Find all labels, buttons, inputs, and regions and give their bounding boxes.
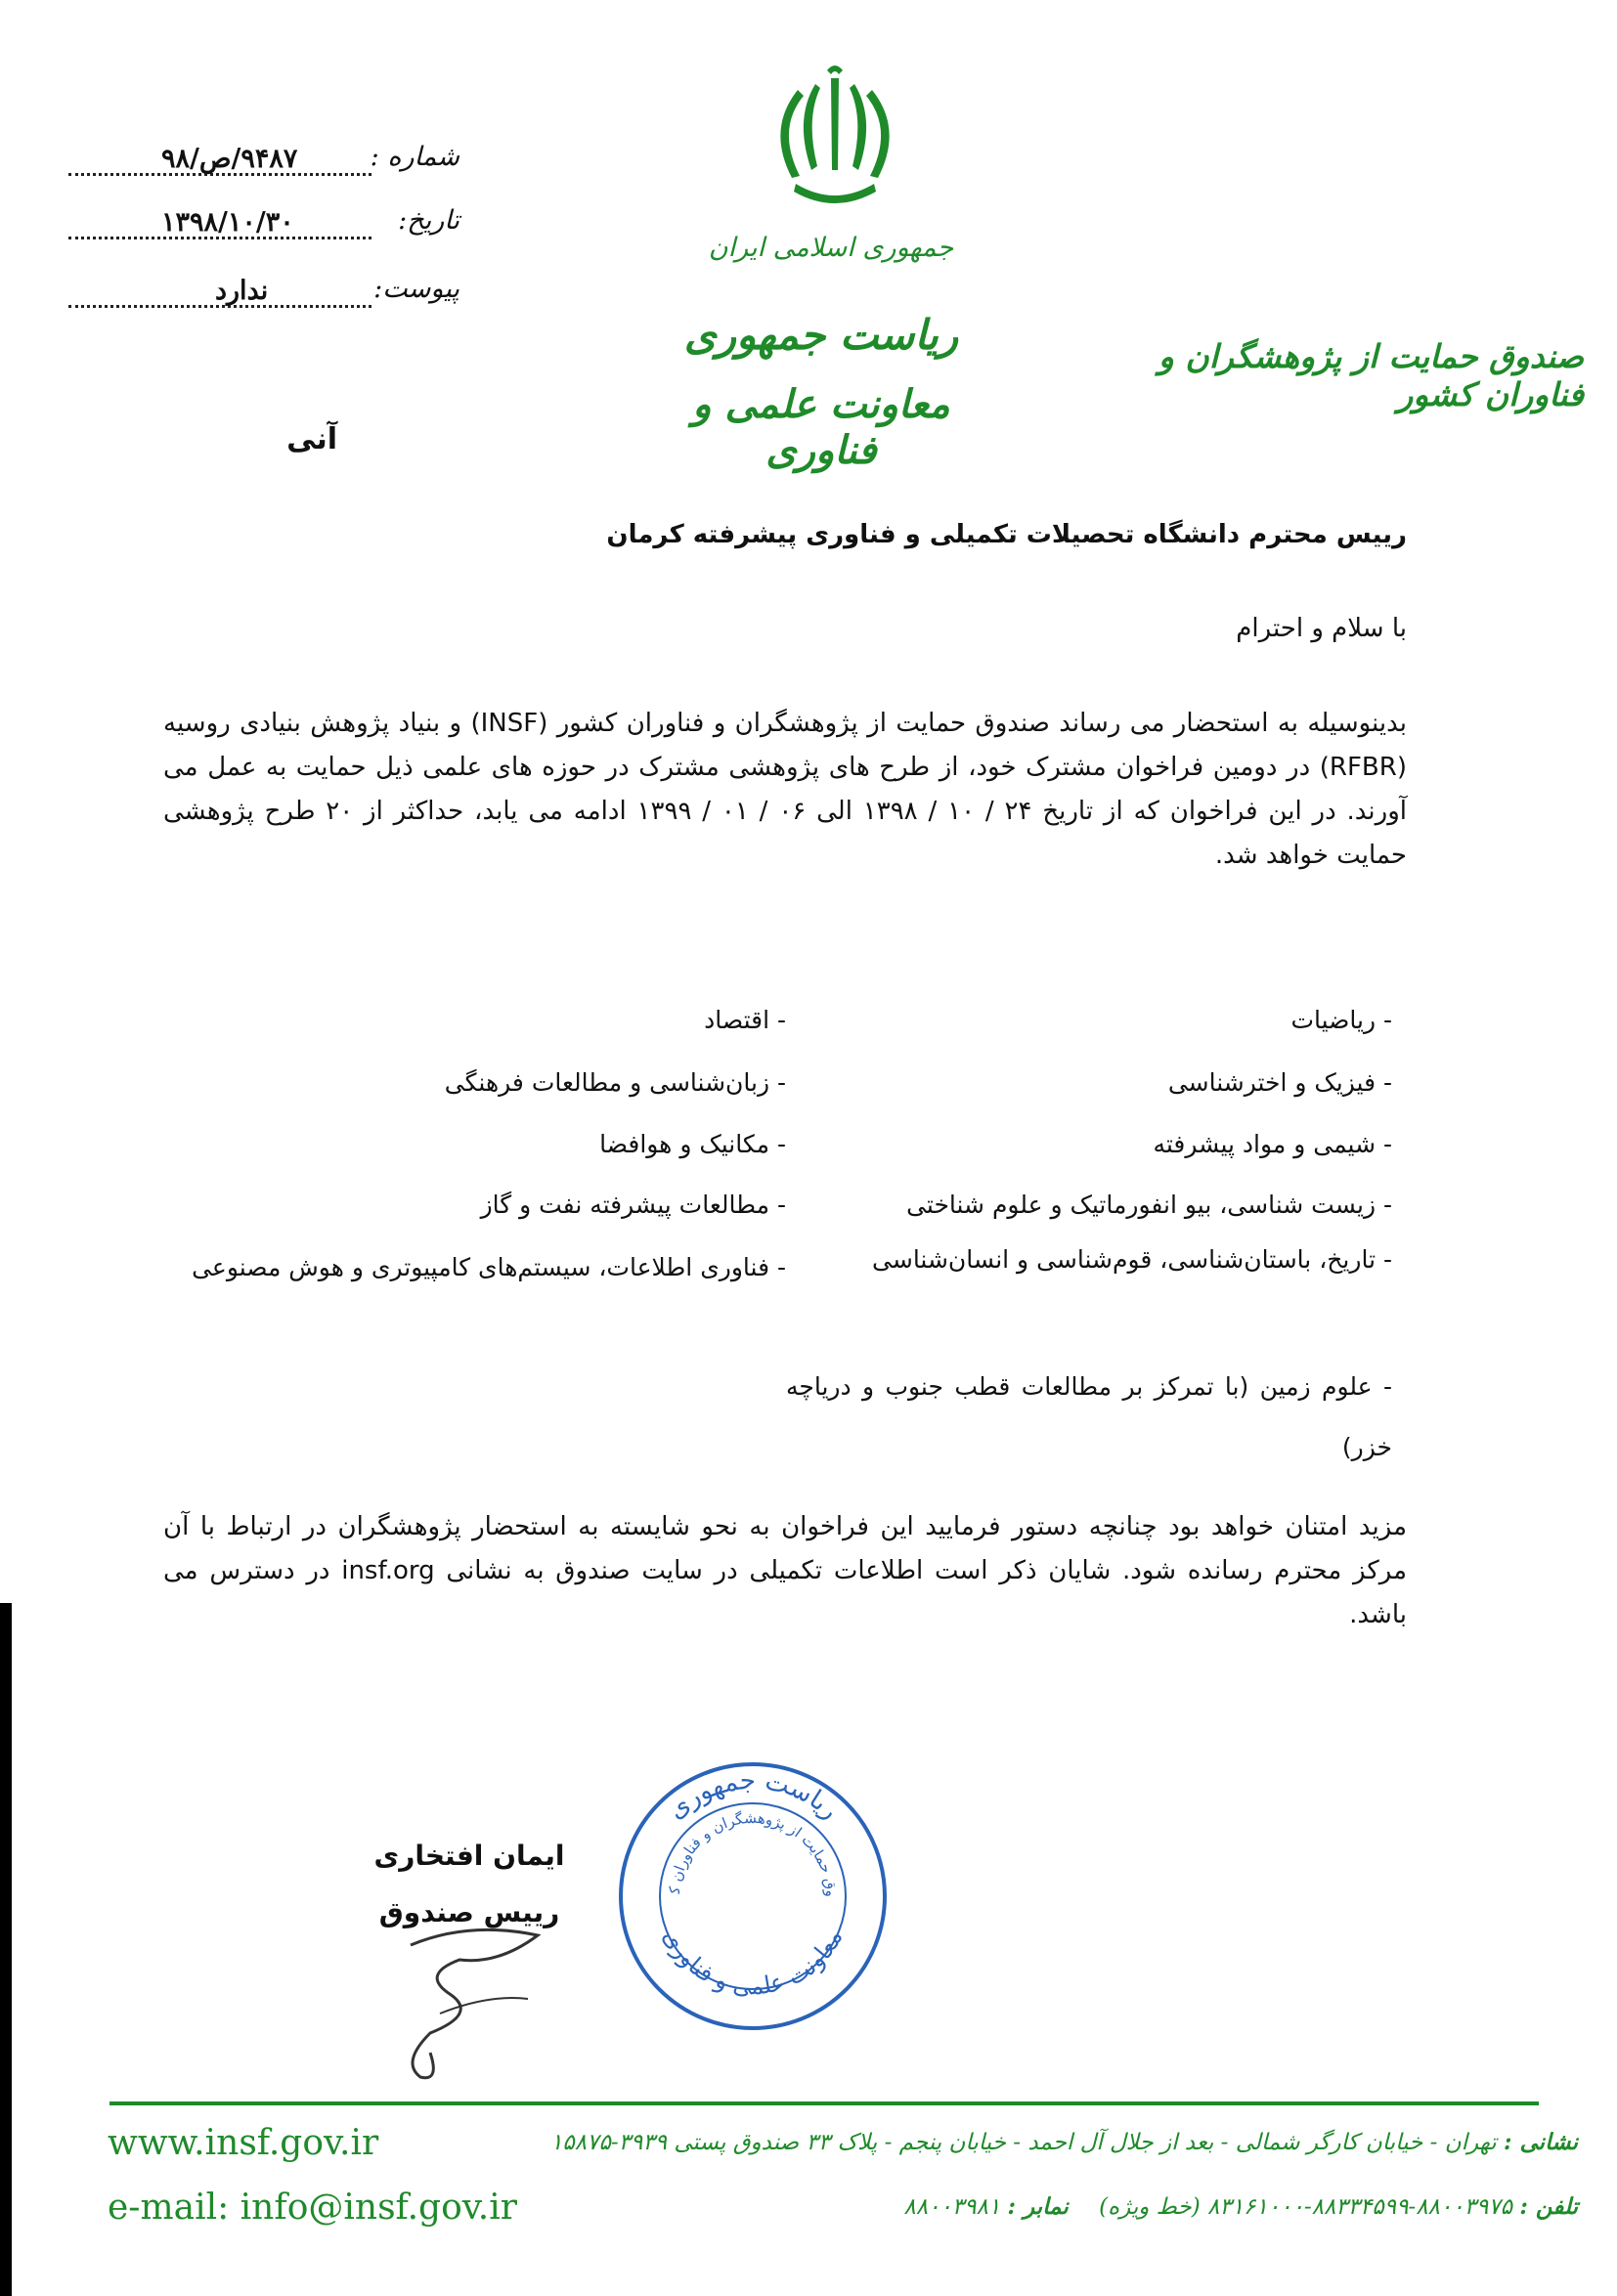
date-row: [68, 205, 459, 244]
number-label: شماره :: [370, 142, 459, 172]
official-stamp: [606, 1750, 899, 2043]
fax-text: ۸۸۰۰۳۹۸۱: [903, 2194, 1001, 2220]
signature-title: رییس صندوق: [378, 1896, 560, 1928]
iran-emblem-icon: [766, 61, 903, 217]
scan-edge: [0, 1603, 12, 2296]
topic-item: - مطالعات پیشرفته نفت و گاز: [480, 1191, 786, 1219]
date-value: ۱۳۹۸/۱۰/۳۰: [161, 207, 294, 238]
address-label: نشانی :: [1504, 2129, 1578, 2155]
topic-item: - زبان‌شناسی و مطالعات فرهنگی: [444, 1068, 786, 1097]
footer-address-row: [550, 2129, 1578, 2155]
intro-paragraph: بدینوسیله به استحضار می رساند صندوق حمایت از پژوهشگران و فناوران کشور (INSF) و بنیاد پژوهش بنیادی روسیه (RFBR) در دومین فراخوان مشترک خود، از طرح های پژوهشی مشترک در حوزه های علمی ذیل حمایت به عمل می آورند. در این فراخوان که از تاریخ ۲۴ / ۱۰ / ۱۳۹۸ الی ۰۶ / ۰۱ / ۱۳۹۹ ادامه می یابد، حداکثر از ۲۰ طرح پژوهشی حمایت خواهد شد.: [163, 709, 1408, 870]
footer-phone-row: [561, 2193, 1578, 2220]
phone-label: تلفن :: [1519, 2193, 1578, 2220]
address-text: تهران - خیابان کارگر شمالی - بعد از جلال آل احمد - خیابان پنجم - پلاک ۳۳ صندوق پستی ۳۹۳۹-۱۵۸۷۵: [550, 2130, 1497, 2155]
topic-item: - اقتصاد: [704, 1006, 786, 1034]
topic-item: - علوم زمین (با تمرکز بر مطالعات قطب جنوب و دریاچه خزر): [786, 1372, 1392, 1461]
topic-item: - فیزیک و اخترشناسی: [1167, 1068, 1392, 1097]
number-row: [68, 142, 459, 181]
country-name: جمهوری اسلامی ایران: [708, 233, 954, 263]
stamp-top-text: ریاست جمهوری: [662, 1765, 845, 1826]
number-value: ۹۴۸۷/ص/۹۸: [161, 144, 298, 174]
office-line2: معاونت علمی و فناوری: [692, 381, 950, 473]
attachment-row: [68, 274, 459, 313]
topic-item: - زیست شناسی، بیو انفورماتیک و علوم شناختی: [906, 1191, 1392, 1219]
topic-item: - مکانیک و هوافضا: [599, 1130, 786, 1158]
office-line1: ریاست جمهوری: [683, 311, 959, 359]
stamp-bottom-text: معاونت علمی و فناوری: [657, 1925, 849, 2001]
fax-label: نمابر :: [1007, 2193, 1069, 2220]
topic-item: - شیمی و مواد پیشرفته: [1153, 1130, 1392, 1158]
date-label: تاریخ:: [398, 205, 459, 236]
recipient: رییس محترم دانشگاه تحصیلات تکمیلی و فناوری پیشرفته کرمان: [606, 520, 1407, 549]
fund-name: صندوق حمایت از پژوهشگران و فناوران کشور: [1158, 337, 1584, 413]
footer-website-link[interactable]: www.insf.gov.ir: [108, 2123, 379, 2163]
closing-paragraph: مزید امتنان خواهد بود چنانچه دستور فرمایید این فراخوان به نحو شایسته به استحضار پژوهشگران در ارتباط با آن مرکز محترم رسانده شود. شایان ذکر است اطلاعات تکمیلی در سایت صندوق به نشانی insf.org در دسترس می باشد.: [163, 1512, 1407, 1629]
greeting: با سلام و احترام: [1236, 614, 1407, 643]
topic-item: - تاریخ، باستان‌شناسی، قوم‌شناسی و انسان‌شناسی: [872, 1245, 1392, 1274]
topic-item: - فناوری اطلاعات، سیستم‌های کامپیوتری و هوش مصنوعی: [192, 1253, 786, 1281]
attachment-value: ندارد: [215, 276, 269, 306]
handwritten-signature: [381, 1906, 596, 2092]
phone-text: ۸۸۰۰۳۹۷۵-۸۸۳۳۴۵۹۹-۸۳۱۶۱۰۰۰ (خط ویژه): [1099, 2194, 1513, 2220]
attachment-label: پیوست:: [373, 274, 459, 304]
footer-email-link[interactable]: e-mail: info@insf.gov.ir: [108, 2188, 517, 2228]
stamp-middle-text: وق حمایت از پژوهشگران و فناوران ک: [665, 1808, 841, 1898]
footer-divider: [109, 2101, 1539, 2105]
signature-name: ایمان افتخاری: [373, 1840, 565, 1872]
urgent-label: آنی: [286, 422, 337, 456]
topic-item: - ریاضیات: [1290, 1006, 1392, 1034]
svg-text:معاونت علمی و فناوری: [657, 1925, 848, 2000]
